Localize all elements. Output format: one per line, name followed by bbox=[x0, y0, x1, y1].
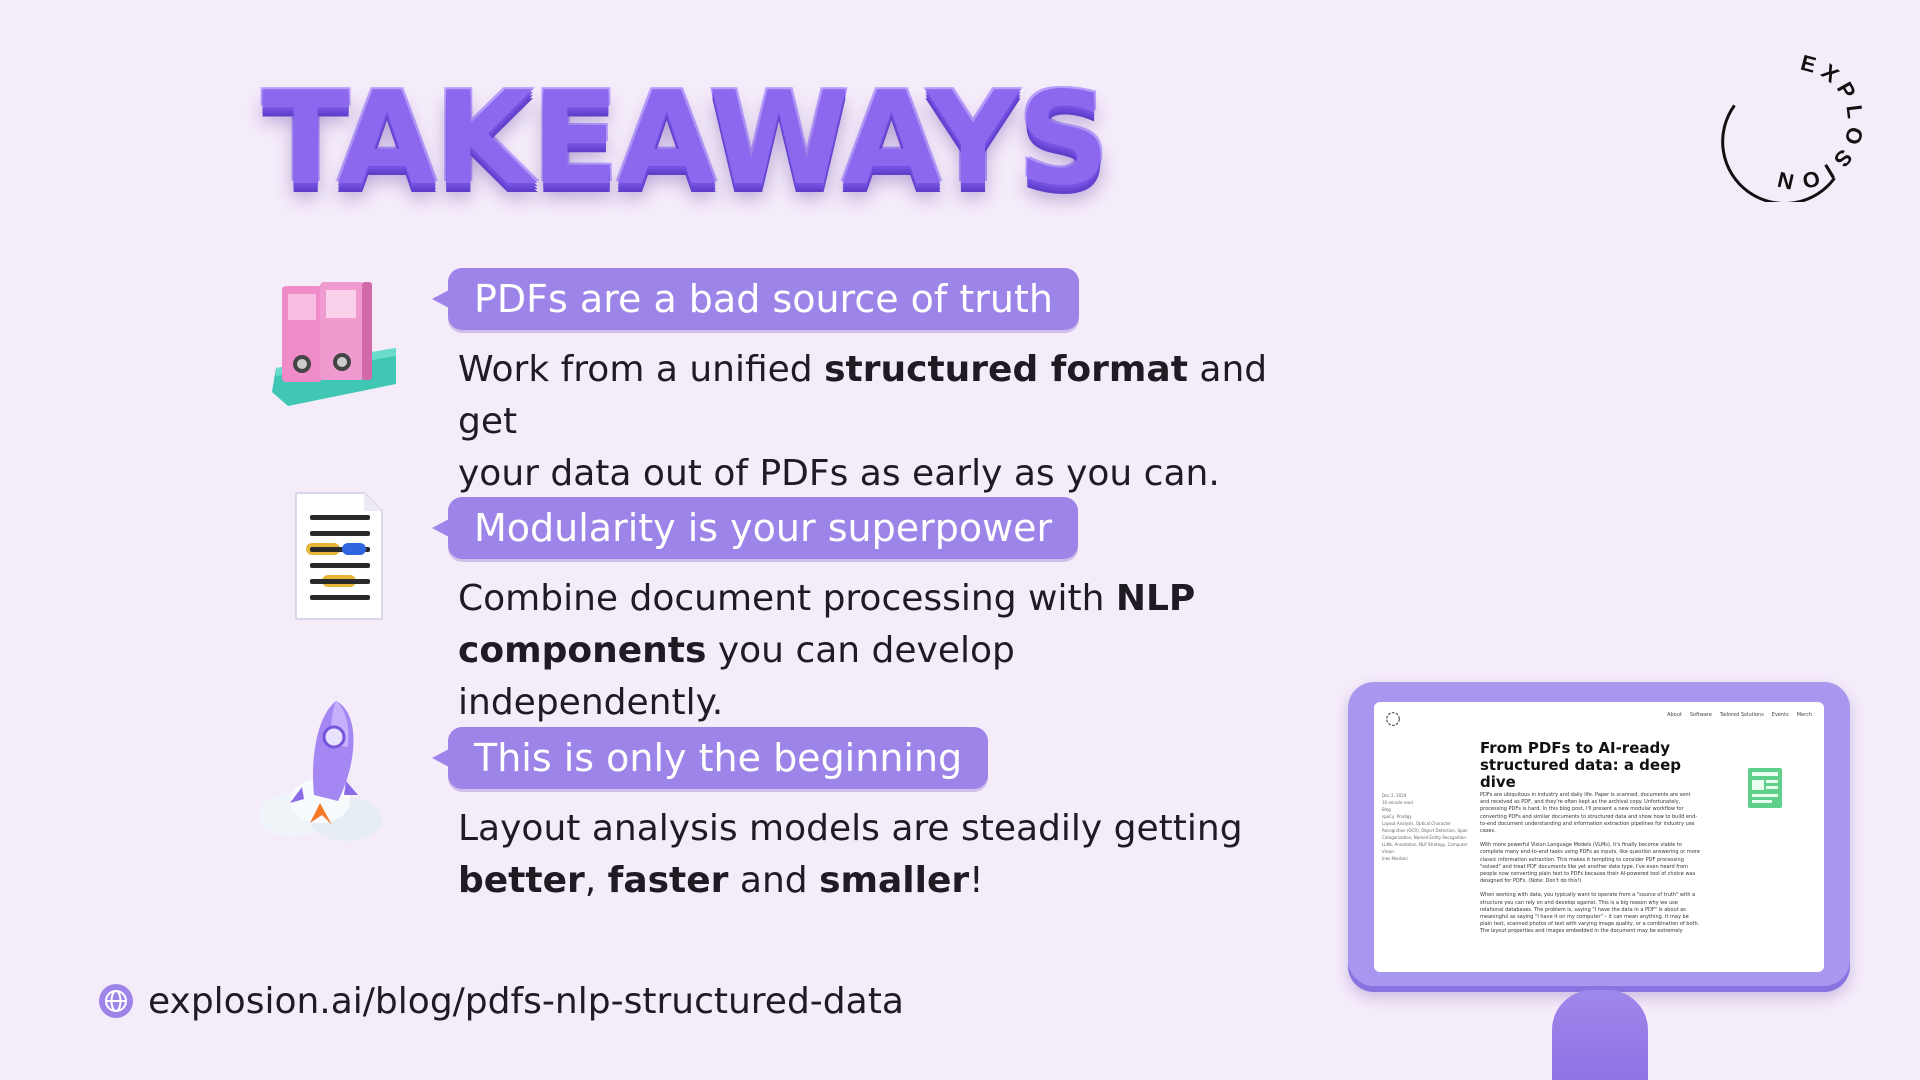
desc-text: and bbox=[728, 860, 820, 901]
desc-bold: components bbox=[458, 630, 707, 671]
nav-events[interactable]: Events bbox=[1771, 712, 1789, 718]
desc-bold: smaller bbox=[819, 860, 970, 901]
takeaway-1 bbox=[0, 268, 1300, 494]
desc-text: and get bbox=[458, 349, 1268, 442]
desc-text: ! bbox=[969, 860, 984, 901]
nav-merch[interactable]: Merch bbox=[1796, 712, 1812, 718]
rocket-icon bbox=[250, 691, 396, 851]
desc-bold: NLP bbox=[1115, 578, 1196, 619]
meta-products[interactable]: spaCy, Prodigy bbox=[1382, 814, 1412, 819]
article-illustration-icon bbox=[1744, 762, 1788, 812]
takeaway-description bbox=[458, 344, 1278, 500]
nav-tailored-solutions[interactable]: Tailored Solutions bbox=[1719, 712, 1764, 718]
explosion-logo bbox=[1716, 42, 1876, 202]
svg-text:EXPLOSION bbox=[1769, 50, 1868, 195]
blog-link[interactable]: explosion.ai/blog/pdfs-nlp-structured-data bbox=[148, 980, 904, 1022]
desc-bold: faster bbox=[607, 860, 729, 901]
desc-text: your data out of PDFs as early as you can. bbox=[458, 453, 1220, 494]
page-title: TAKEAWAYS bbox=[262, 65, 1108, 214]
globe-icon bbox=[98, 983, 134, 1019]
meta-date: Dec 2, 2024 bbox=[1382, 793, 1407, 798]
document-icon bbox=[282, 487, 392, 627]
takeaway-2 bbox=[0, 497, 1300, 723]
desc-bold: better bbox=[458, 860, 585, 901]
binders-icon bbox=[268, 272, 404, 412]
meta-tags[interactable]: LLMs, Annotation, NLP Strategy, Computer Vision bbox=[1382, 842, 1468, 854]
desc-text: Layout analysis models are steadily getting bbox=[458, 808, 1243, 849]
meta-category[interactable]: Blog bbox=[1382, 807, 1391, 812]
monitor-stand bbox=[1552, 990, 1648, 1080]
desc-text: , bbox=[584, 860, 608, 901]
article-paragraph: With more powerful Vision Language Models (VLMs), it's finally become viable to complete many end-to-end tasks using PDFs as inputs, like question answering or more classic information extraction. This makes it tempting to consider PDF processing "solved" and treat PDF documents like yet another data type. I've even heard from people now converting plain text to PDFs because their AI-powered tool of choice was designed for PDFs. (Note: Don't do this!) bbox=[1480, 842, 1700, 885]
meta-read-time: 16 minute read bbox=[1382, 800, 1413, 805]
meta-topics[interactable]: Layout Analysis, Optical Character Recognition (OCR), Object Detection, Span Categorization, Named Entity Recognition bbox=[1382, 821, 1468, 840]
article-paragraph: When working with data, you typically want to operate from a "source of truth" with a structure you can rely on and develop against. This is a big reason why we use relational databases. The problem is, saying "I have the data in a PDF" is about as meaningful as saying "I have it on my computer" – it can mean anything. It may be plain text, scanned photos of text with varying image quality, or a combination of both. The layout properties and images embedded in the document may be extremely bbox=[1480, 892, 1700, 935]
desc-bold: structured format bbox=[824, 349, 1188, 390]
article-paragraph: PDFs are ubiquitous in industry and daily life. Paper is scanned, documents are sent and received as PDF, and they're often kept as the archival copy. Unfortunately, processing PDFs is hard. In this blog post, I'll present a new modular workflow for converting PDFs and similar documents to structured data and show how to build end-to-end document understanding and information extraction pipelines for industry use cases. bbox=[1480, 792, 1698, 835]
explosion-logo bbox=[1384, 710, 1402, 728]
article-body bbox=[1480, 792, 1700, 943]
takeaway-description bbox=[458, 573, 1278, 729]
screen-nav bbox=[1667, 712, 1812, 718]
takeaway-heading: Modularity is your superpower bbox=[448, 497, 1078, 559]
nav-about[interactable]: About bbox=[1667, 712, 1682, 718]
monitor-mockup bbox=[1348, 682, 1850, 992]
desc-text: you can develop independently. bbox=[458, 630, 1015, 723]
meta-author[interactable]: Ines Montani bbox=[1382, 856, 1408, 861]
article-meta bbox=[1382, 792, 1472, 862]
monitor-screen bbox=[1374, 702, 1824, 972]
takeaway-heading: This is only the beginning bbox=[448, 727, 988, 789]
takeaway-heading: PDFs are a bad source of truth bbox=[448, 268, 1079, 330]
nav-software[interactable]: Software bbox=[1689, 712, 1712, 718]
footer bbox=[98, 976, 904, 1026]
desc-text: Combine document processing with bbox=[458, 578, 1116, 619]
logo-text: EXPLOSION bbox=[1769, 49, 1869, 195]
desc-text: Work from a unified bbox=[458, 349, 825, 390]
takeaway-3 bbox=[0, 727, 1300, 917]
article-title: From PDFs to AI-ready structured data: a deep dive bbox=[1480, 739, 1681, 791]
takeaway-description bbox=[458, 803, 1278, 907]
